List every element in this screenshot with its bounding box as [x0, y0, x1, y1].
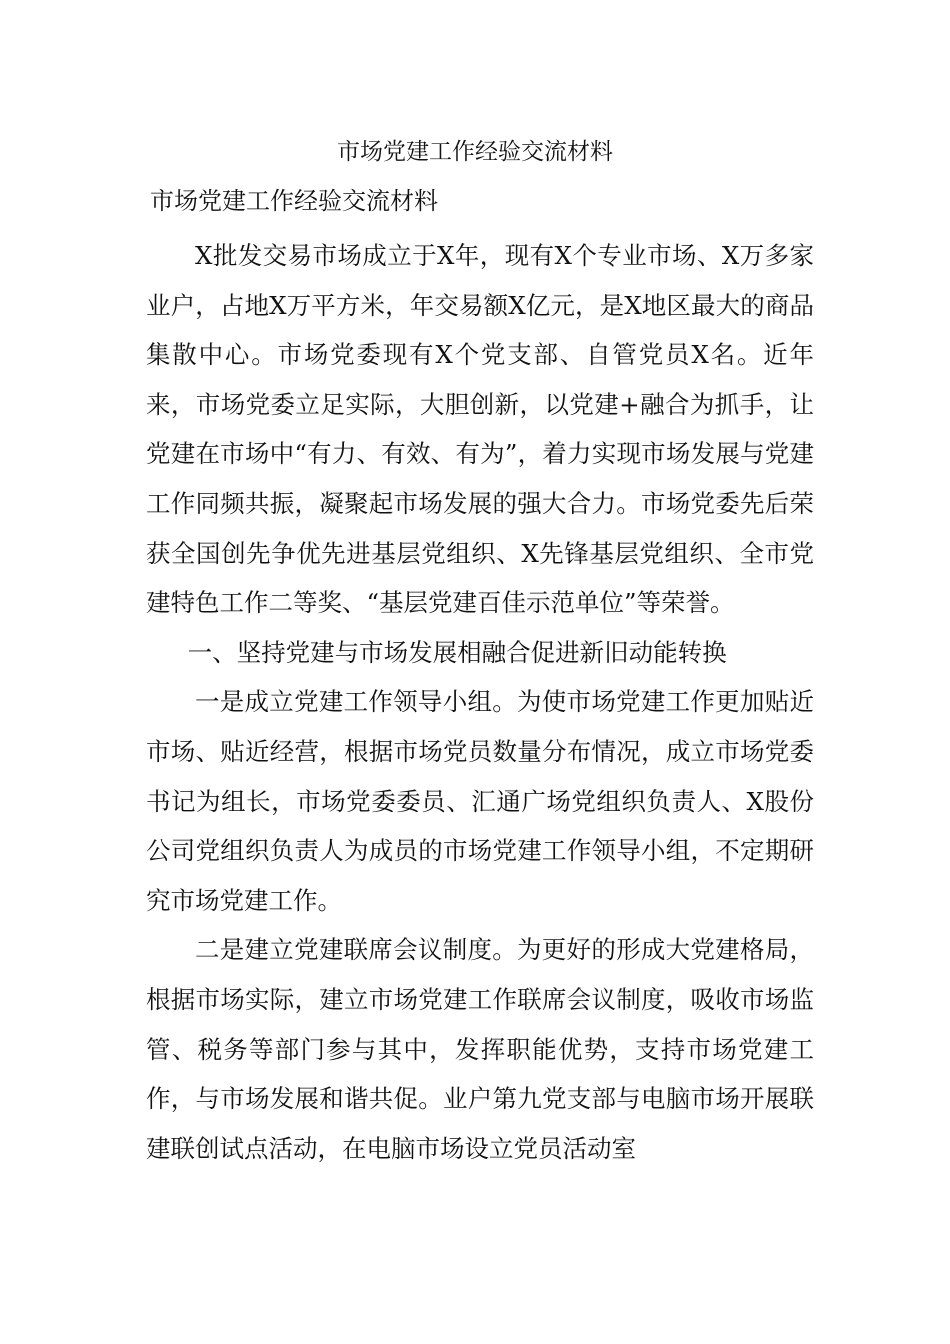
document-title: 市场党建工作经验交流材料 — [337, 139, 613, 165]
paragraph-leadership-group: 一是成立党建工作领导小组。为使市场党建工作更加贴近市场、贴近经营，根据市场党员数量分布情况，成立市场党委书记为组长，市场党委委员、汇通广场党组织负责人、X股份公司党组织负责人为成员的市场党建工作领导小组，不定期研究市场党建工作。 — [146, 687, 814, 915]
paragraph-intro: X批发交易市场成立于X年，现有X个专业市场、X万多家业户，占地X万平方米，年交易额X亿元，是X地区最大的商品集散中心。市场党委现有X个党支部、自管党员X名。近年来，市场党委立足实际，大胆创新，以党建+融合为抓手，让党建在市场中“有力、有效、有为”，着力实现市场发展与党建工作同频共振，凝聚起市场发展的强大合力。市场党委先后荣获全国创先争优先进基层党组织、X先锋基层党组织、全市党建特色工作二等奖、“基层党建百佳示范单位”等荣誉。 — [146, 241, 814, 618]
section-heading-1: 一、坚持党建与市场发展相融合促进新旧动能转换 — [187, 637, 727, 667]
paragraph-joint-meeting: 二是建立党建联席会议制度。为更好的形成大党建格局，根据市场实际，建立市场党建工作联席会议制度，吸收市场监管、税务等部门参与其中，发挥职能优势，支持市场党建工作，与市场发展和谐共促。业户第九党支部与电脑市场开展联建联创试点活动，在电脑市场设立党员活动室 — [146, 935, 814, 1163]
document-body — [146, 231, 814, 1173]
document-subtitle: 市场党建工作经验交流材料 — [150, 187, 438, 215]
